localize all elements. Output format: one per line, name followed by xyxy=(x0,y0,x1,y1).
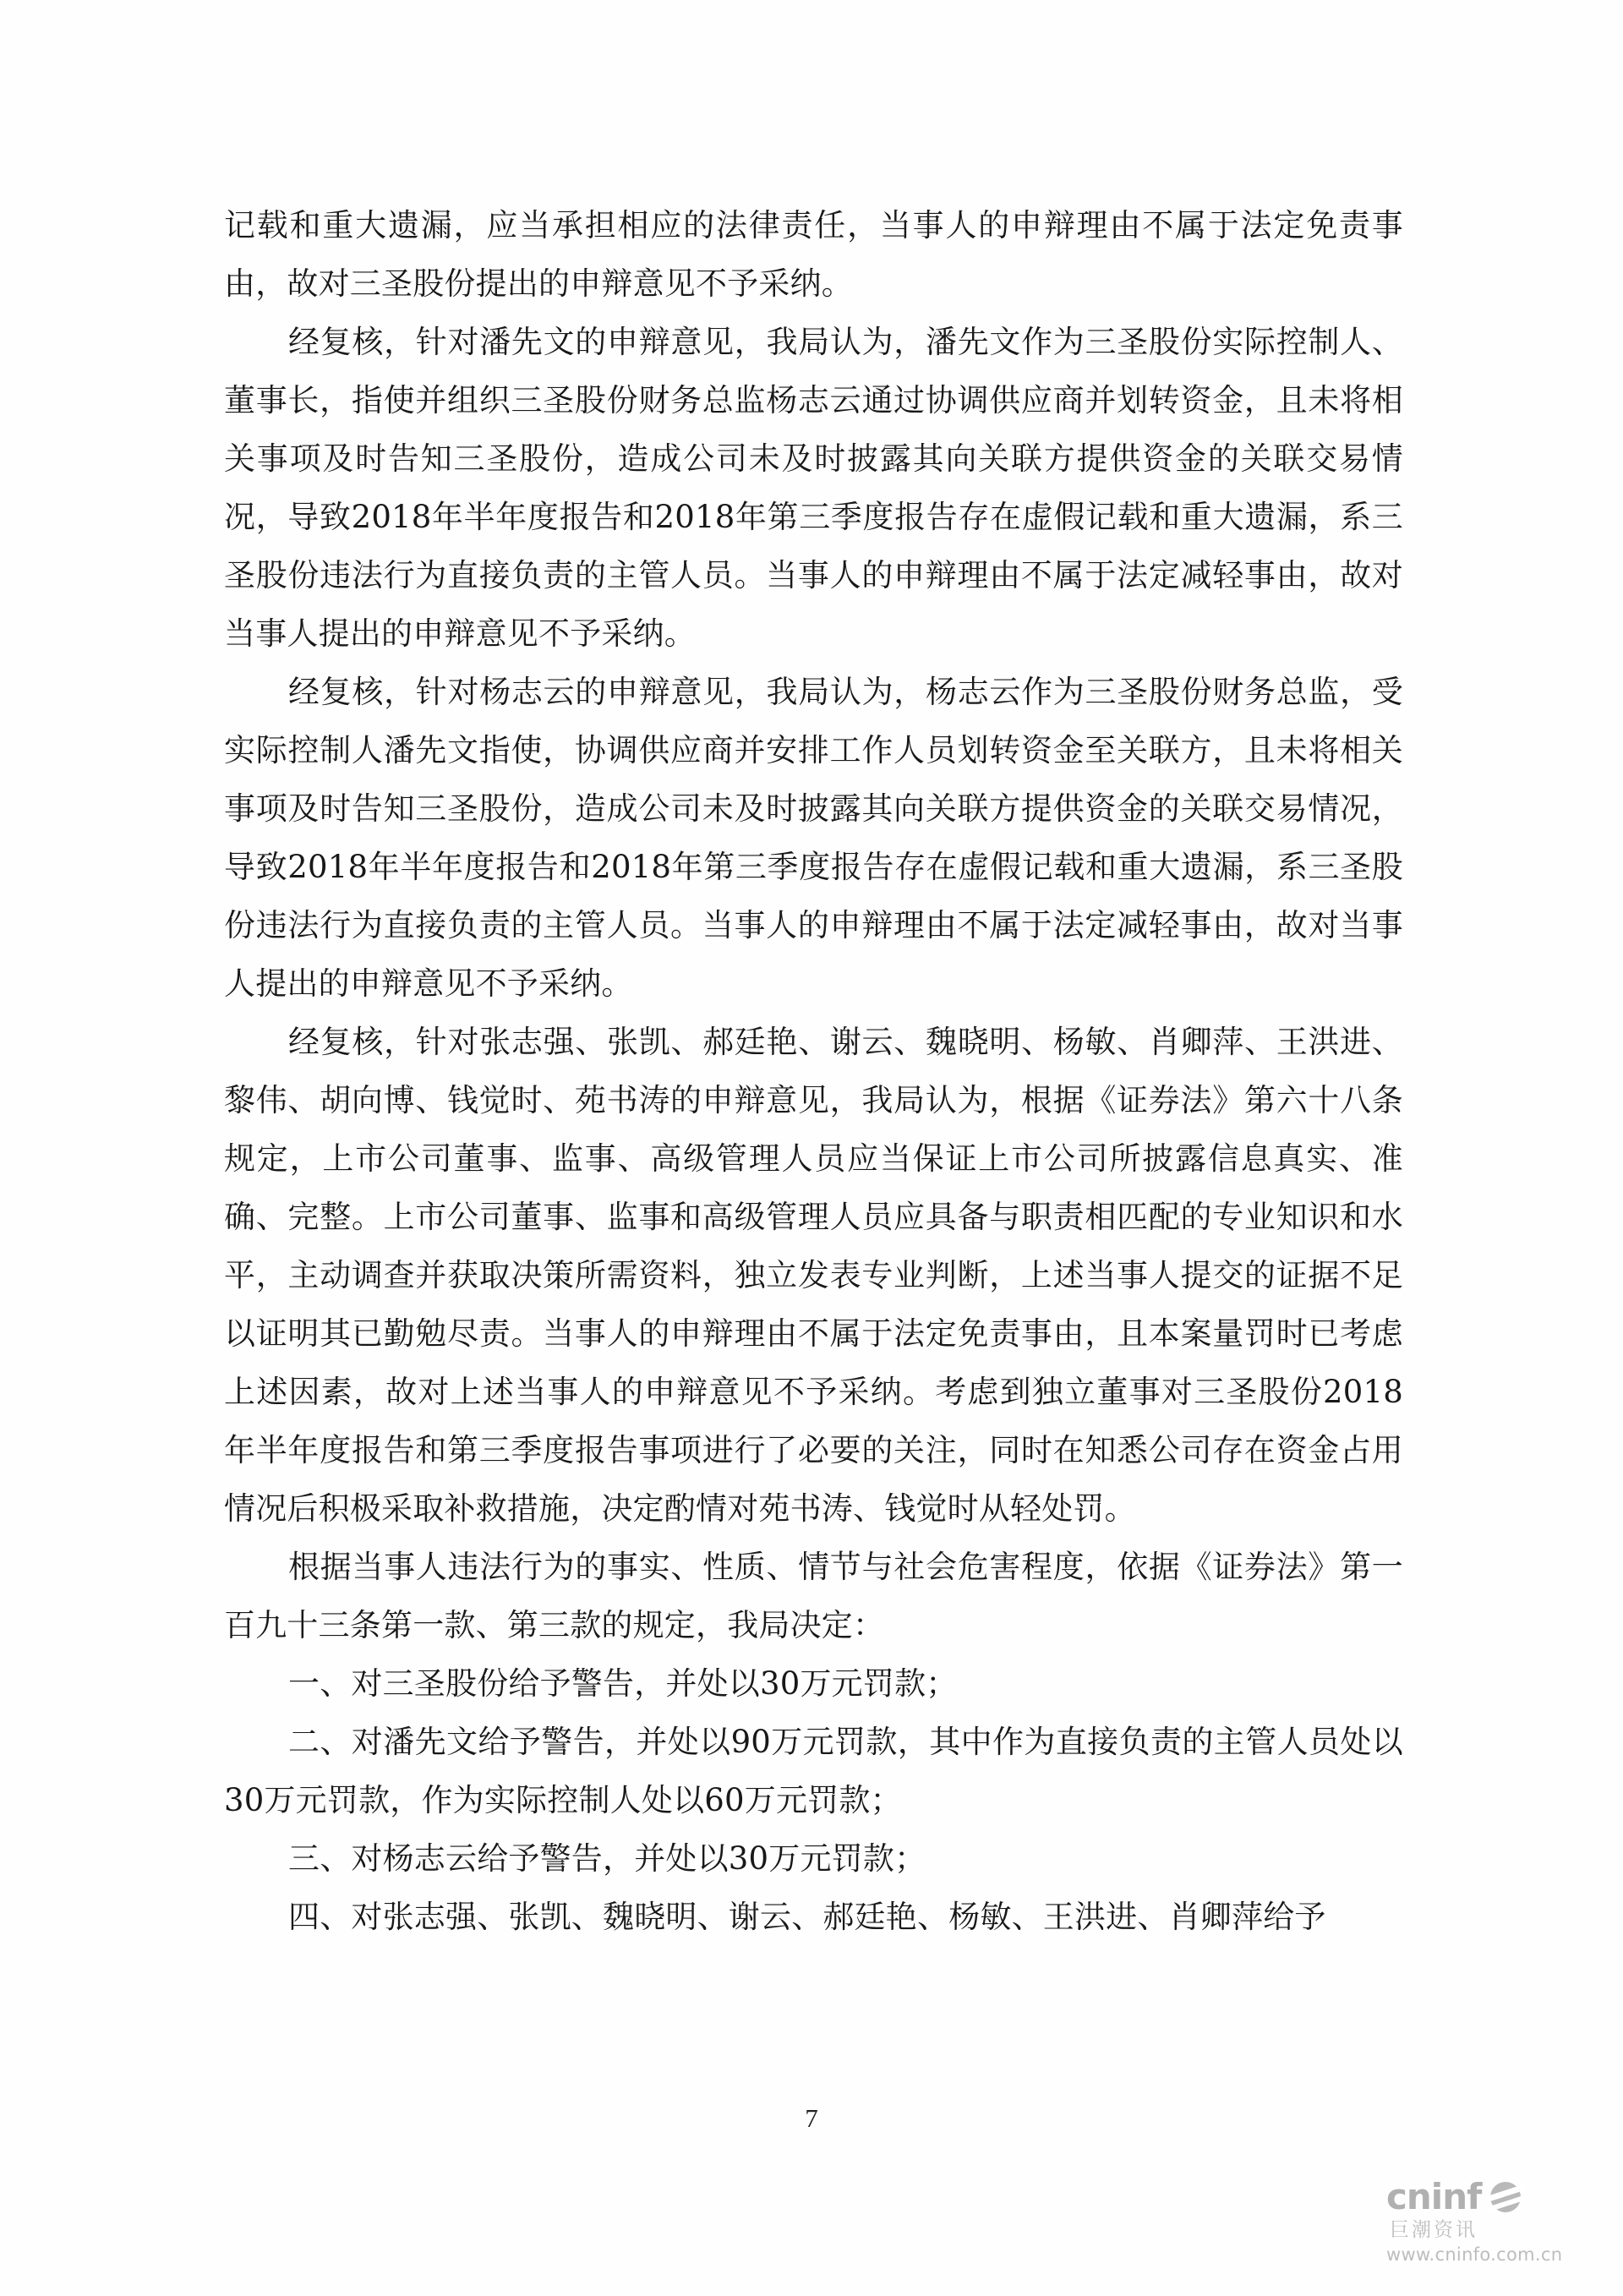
logo-brand-row xyxy=(1386,2176,1576,2217)
paragraph-decision-item-1: 一、对三圣股份给予警告，并处以30万元罚款； xyxy=(288,1665,958,1702)
logo-url: www.cninfo.com.cn xyxy=(1386,2244,1563,2265)
cninfo-watermark-logo xyxy=(1386,2176,1576,2265)
logo-wordmark: cninf xyxy=(1386,2176,1482,2217)
paragraph-decision-item-2: 二、对潘先文给予警告，并处以90万元罚款，其中作为直接负责的主管人员处以30万元罚款，作为实际控制人处以60万元罚款； xyxy=(224,1724,1403,1818)
globe-icon xyxy=(1486,2180,1525,2214)
paragraph-continued: 记载和重大遗漏，应当承担相应的法律责任，当事人的申辩理由不属于法定免责事由，故对三圣股份提出的申辩意见不予采纳。 xyxy=(224,207,1403,302)
paragraph-decision-basis: 根据当事人违法行为的事实、性质、情节与社会危害程度，依据《证券法》第一百九十三条第一款、第三款的规定，我局决定： xyxy=(224,1549,1403,1643)
paragraph-yang-zhiyun: 经复核，针对杨志云的申辩意见，我局认为，杨志云作为三圣股份财务总监，受实际控制人潘先文指使，协调供应商并安排工作人员划转资金至关联方，且未将相关事项及时告知三圣股份，造成公司未及时披露其向关联方提供资金的关联交易情况，导致2018年半年度报告和2018年第三季度报告存在虚假记载和重大遗漏，系三圣股份违法行为直接负责的主管人员。当事人的申辩理由不属于法定减轻事由，故对当事人提出的申辩意见不予采纳。 xyxy=(224,674,1403,1002)
logo-chinese-name: 巨潮资讯 xyxy=(1390,2219,1478,2241)
paragraph-pan-xianwen: 经复核，针对潘先文的申辩意见，我局认为，潘先文作为三圣股份实际控制人、董事长，指使并组织三圣股份财务总监杨志云通过协调供应商并划转资金，且未将相关事项及时告知三圣股份，造成公司未及时披露其向关联方提供资金的关联交易情况，导致2018年半年度报告和2018年第三季度报告存在虚假记载和重大遗漏，系三圣股份违法行为直接负责的主管人员。当事人的申辩理由不属于法定减轻事由，故对当事人提出的申辩意见不予采纳。 xyxy=(224,324,1403,652)
paragraph-directors-group: 经复核，针对张志强、张凯、郝廷艳、谢云、魏晓明、杨敏、肖卿萍、王洪进、黎伟、胡向博、钱觉时、苑书涛的申辩意见，我局认为，根据《证券法》第六十八条规定，上市公司董事、监事、高级管理人员应当保证上市公司所披露信息真实、准确、完整。上市公司董事、监事和高级管理人员应具备与职责相匹配的专业知识和水平，主动调查并获取决策所需资料，独立发表专业判断，上述当事人提交的证据不足以证明其已勤勉尽责。当事人的申辩理由不属于法定免责事由，且本案量罚时已考虑上述因素，故对上述当事人的申辩意见不予采纳。考虑到独立董事对三圣股份2018年半年度报告和第三季度报告事项进行了必要的关注，同时在知悉公司存在资金占用情况后积极采取补救措施，决定酌情对苑书涛、钱觉时从轻处罚。 xyxy=(224,1024,1403,1527)
page-number: 7 xyxy=(805,2103,818,2133)
paragraph-decision-item-4: 四、对张志强、张凯、魏晓明、谢云、郝廷艳、杨敏、王洪进、肖卿萍给予 xyxy=(288,1899,1326,1935)
document-body xyxy=(224,196,1403,1946)
paragraph-decision-item-3: 三、对杨志云给予警告，并处以30万元罚款； xyxy=(288,1840,926,1877)
